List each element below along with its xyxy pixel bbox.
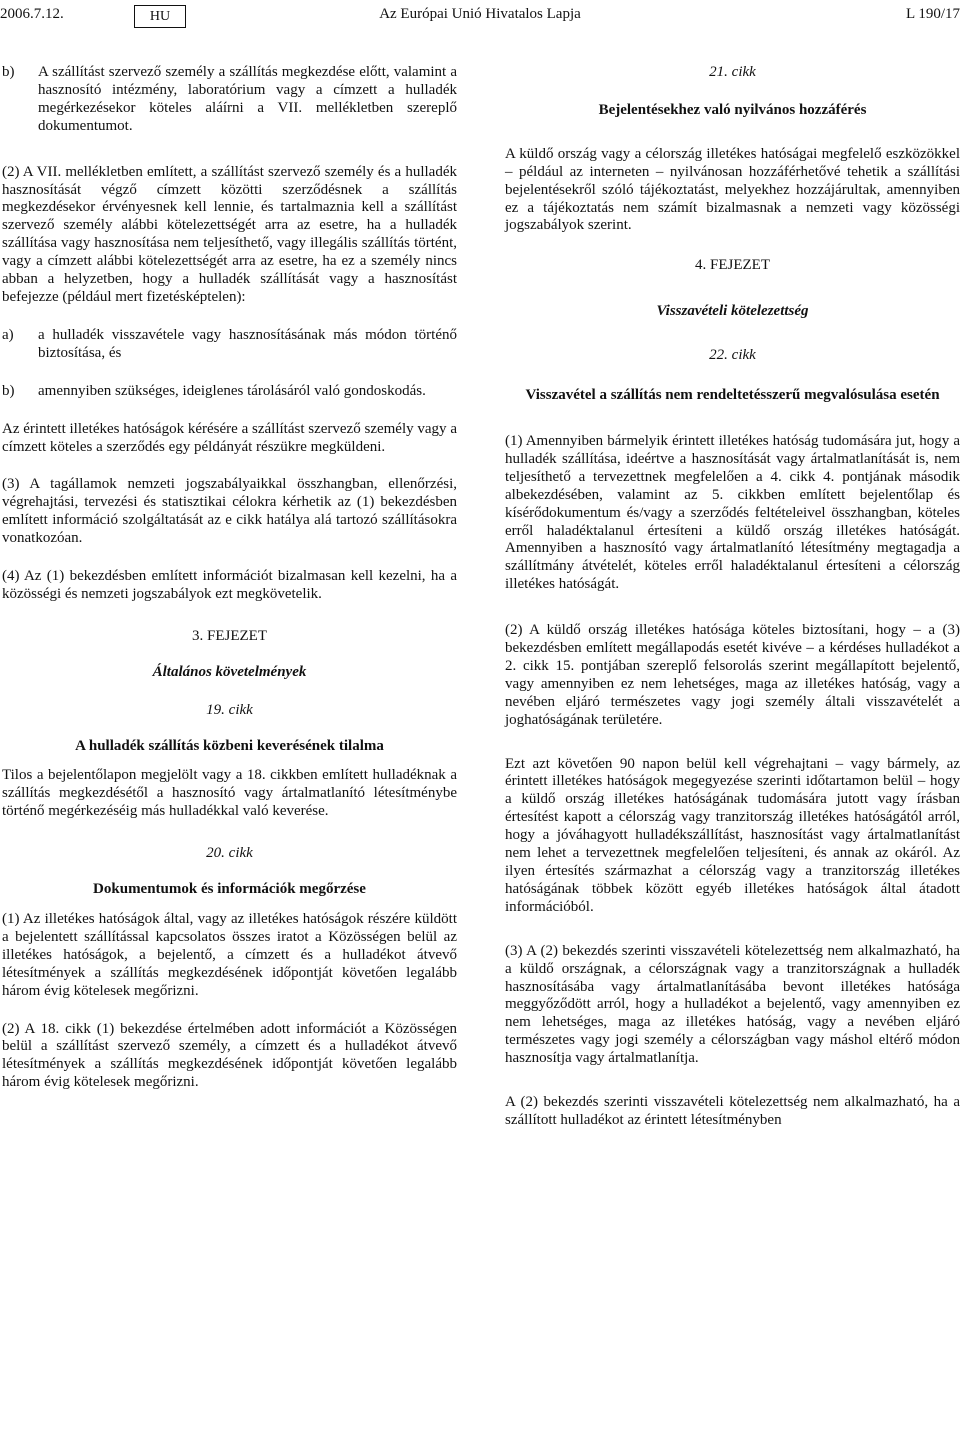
article-number: 22. cikk (709, 347, 756, 364)
paragraph-copy: Az érintett illetékes hatóságok kérésére a szállítást szervező személy vagy a címzett köteles a szerződés egy példányát részükre megküldeni. (2, 420, 457, 455)
list-item-b (2, 64, 457, 136)
list-label: b) (2, 64, 15, 80)
page-header (0, 0, 960, 40)
list-label: a) (2, 326, 14, 343)
language-code-box: HU (134, 5, 186, 28)
article-22-paragraph-2: (2) A küldő ország illetékes hatósága köteles biztosítani, hogy – a (3) bekezdésben említett megállapodás esetét kivéve – a kérdéses hulladékot a 2. cikk 15. pontjában szereplő felsorolás szerint megállapított bejelentő, vagy amennyiben ez nem lehetséges, maga az illetékes hatóság, vagy a nevében eljáró természetes vagy jogi személy általi visszavételét a joghatóságának területére. (505, 622, 960, 728)
chapter-title: Visszavételi kötelezettség (656, 303, 809, 320)
chapter-heading: 3. FEJEZET (192, 627, 267, 644)
left-column (2, 64, 457, 1092)
article-22-paragraph-4: A (2) bekezdés szerinti visszavételi kötelezettség nem alkalmazható, ha a szállított hulladékot az érintett létesítményben (505, 1094, 960, 1128)
paragraph-3: (3) A tagállamok nemzeti jogszabályaikkal összhangban, ellenőrzési, végrehajtási, tervezési és statisztikai célokra kérhetik az (1) bekezdésben említett információ szolgáltatását az e cikk hatálya alá tartozó szállításokra vonatkozóan. (2, 476, 457, 547)
chapter-heading: 4. FEJEZET (695, 257, 770, 274)
page-number: L 190/17 (905, 6, 960, 22)
article-number: 19. cikk (206, 701, 253, 718)
paragraph-4: (4) Az (1) bekezdésben említett információt bizalmasan kell kezelni, ha a közösségi és nemzeti jogszabályok ezt megkövetelik. (2, 568, 457, 602)
publication-date: 2006.7.12. (0, 6, 64, 22)
article-number: 20. cikk (206, 845, 253, 862)
article-19-text: Tilos a bejelentőlapon megjelölt vagy a 18. cikkben említett hulladéknak a szállítás megkezdésétől a hasznosító vagy ártalmatlanító létesítménybe történő megérkezéséig más hulladékkal való keverése. (2, 767, 457, 820)
article-title: A hulladék szállítás közbeni keverésének tilalma (75, 737, 384, 754)
article-22-paragraph-3: (3) A (2) bekezdés szerinti visszavételi kötelezettség nem alkalmazható, ha a küldő országnak, a célországnak vagy a tranzitországnak a hulladék hasznosításába vagy ártalmatlanításába bevont illetékes hatósága meggyőződött arról, hogy a hulladékot a bejelentő, vagy amennyiben ez nem lehetséges, maga az illetékes hatóság, vagy a nevében eljáró természetes vagy jogi személy a célországban vagy máshol eltérő módon hasznosítja vagy ártalmatlanítja. (505, 942, 960, 1067)
article-title: Dokumentumok és információk megőrzése (93, 881, 366, 898)
list-text: a hulladék visszavétele vagy hasznosításának más módon történő biztosítása, és (38, 326, 457, 361)
journal-title: Az Európai Unió Hivatalos Lapja (379, 6, 581, 22)
article-20-paragraph-1: (1) Az illetékes hatóságok által, vagy az illetékes hatóságok részére küldött a bejelentett szállítással kapcsolatos összes iratot a Közösségen belül az illetékes hatóságok, a bejelentő, a címzett és a hulladékot átvevő létesítmények a szállítás megkezdésének időpontját követően legalább három évig kötelesek megőrizni. (2, 911, 457, 999)
list-item-a (2, 327, 457, 363)
article-title: Bejelentésekhez való nyilvános hozzáférés (598, 101, 867, 118)
article-title: Visszavétel a szállítás nem rendeltetésszerű megvalósulása esetén (525, 387, 940, 404)
right-column (505, 64, 960, 1130)
paragraph-2: (2) A VII. mellékletben említett, a szállítást szervező személy és a hulladék hasznosítását végző címzett közötti szerződésnek a szállítás megkezdésekor érvényesnek kell lennie, és tartalmaznia kell a szállítást szervező személy alábbi kötelezettségét arra az esetre, ha a hulladék szállítása vagy hasznosítása nem teljesíthető, vagy illegális szállítás történt, vagy a címzett alábbi kötelezettségét arra az esetre, ha ez a személy nincs abban a helyzetben, hogy a hulladék szállítását vagy a hasznosítást befejezze (például mert fizetésképtelen): (2, 163, 457, 305)
article-20-paragraph-2: (2) A 18. cikk (1) bekezdése értelmében adott információt a Közösségen belül a szállítást szervező személy, a címzett és a hulladékot átvevő létesítmények a szállítás megkezdésének időpontját követően legalább három évig kötelesek megőrizni. (2, 1020, 457, 1091)
article-22-paragraph-1: (1) Amennyiben bármelyik érintett illetékes hatóság tudomására jut, hogy a hulladék szállítása, ideértve a hasznosítását vagy ártalmatlanítását is, nem teljesíthető a tervezettnek megfelelően a 4. cikk 4. pontjának második albekezdésében, valamint az 5. cikkben említett bejelentőlap és kísérődokumentum és/vagy a szerződés feltételeivel összhangban, köteles erről haladéktalanul értesíteni a küldő ország illetékes hatóságát. Amennyiben a hasznosító vagy ártalmatlanító létesítmény megtagadja a szállítmány átvételét, köteles erről haladéktalanul értesíteni a célország illetékes hatóságát. (505, 432, 960, 593)
article-number: 21. cikk (709, 64, 756, 80)
chapter-title: Általános követelmények (152, 663, 307, 680)
list-text: amennyiben szükséges, ideiglenes tárolásáról való gondoskodás. (38, 382, 426, 399)
list-text: A szállítást szervező személy a szállítás megkezdése előtt, valamint a hasznosító intézmény, laboratórium vagy a címzett a hulladék megérkezésekor köteles aláírni a VII. mellékletben szereplő dokumentumot. (38, 64, 457, 134)
article-21-text: A küldő ország vagy a célország illetékes hatóságai megfelelő eszközökkel – például az interneten – nyilvánosan hozzáférhetővé tehetik a szállítási bejelentésekről szóló tájékoztatást, melyekhez hozzájárultak, amennyiben ez a tájékoztatás nem számít bizalmasnak a nemzeti vagy közösségi jogszabályok szerint. (505, 145, 960, 234)
list-item-b2 (2, 383, 457, 401)
list-label: b) (2, 382, 15, 399)
article-22-paragraph-2b: Ezt azt követően 90 napon belül kell végrehajtani – vagy bármely, az érintett illetékes hatóságok megegyezése szerinti időtartamon belül – hogy a küldő ország illetékes hatóságának tudomására jutott vagy írásban értesítést kapott a célország vagy tranzitország illetékes hatóságától arról, hogy a jóváhagyott hulladékszállítást, hasznosítást vagy ártalmatlanítást nem lehet a tervezettnek megfelelően teljesíteni, és annak az okáról. Az ilyen értesítés származhat a célország vagy a tranzitország illetékes hatóságának többek között egyéb illetékes hatóságok által átadott információból. (505, 755, 960, 915)
